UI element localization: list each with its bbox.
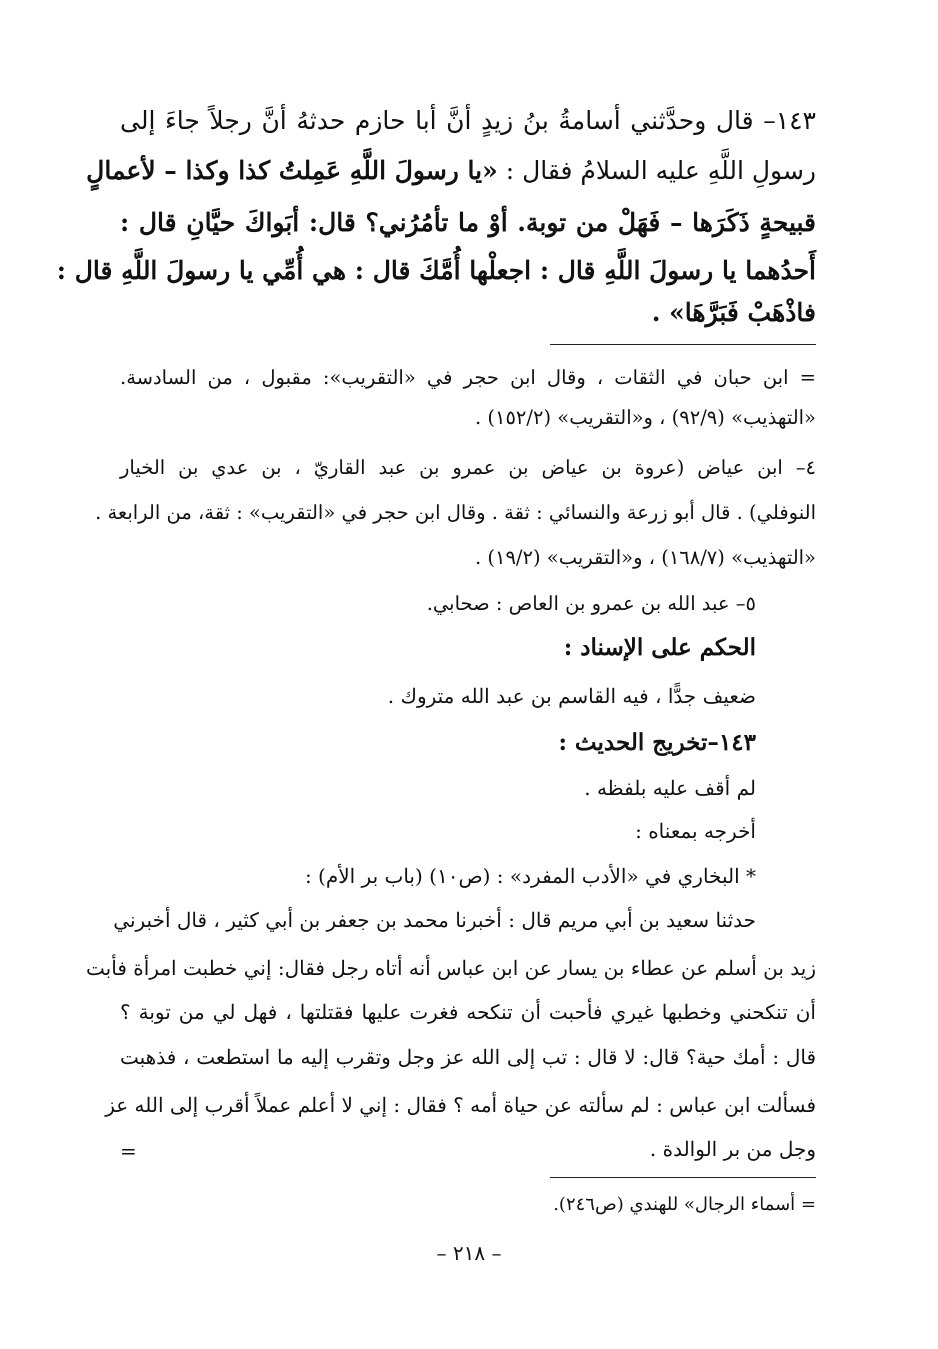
hadith-line-3 — [120, 210, 816, 235]
footnote-bottom: = أسماء الرجال» للهندي (ص٢٤٦). — [553, 1194, 816, 1215]
page-number: – ٢١٨ – — [436, 1241, 502, 1265]
ruling-heading: الحكم على الإسناد : — [563, 634, 756, 661]
footnote-line-6: ٥– عبد الله بن عمرو بن العاص : صحابي. — [426, 592, 756, 615]
hadith-line-5 — [652, 300, 816, 325]
footnote-separator-top — [550, 344, 816, 345]
hadith-line-4 — [56, 256, 816, 285]
footnote-line-1: = ابن حبان في الثقات ، وقال ابن حجر في «التقريب»: مقبول ، من السادسة. — [120, 366, 816, 389]
takhrij-line-6: أن تنكحني وخطبها غيري فأحبت أن تنكحه فغرت عليها فقتلتها ، فهل لي من توبة ؟ — [120, 1000, 816, 1024]
takhrij-line-3: * البخاري في «الأدب المفرد» : (ص١٠) (باب بر الأم) : — [304, 864, 756, 888]
hadith-line-2-normal: رسولِ اللَّهِ عليه السلامُ فقال : — [497, 156, 816, 185]
takhrij-heading: ١٤٣–تخريج الحديث : — [558, 729, 756, 756]
hadith-line-2 — [86, 156, 816, 185]
footnote-line-4: النوفلي) . قال أبو زرعة والنسائي : ثقة . وقال ابن حجر في «التقريب» : ثقة، من الرابعة . — [95, 501, 816, 524]
takhrij-line-5: زيد بن أسلم عن عطاء بن يسار عن ابن عباس أنه أتاه رجل فقال: إني خطبت امرأة فأبت — [86, 956, 816, 980]
ruling-text: ضعيف جدًّا ، فيه القاسم بن عبد الله متروك . — [387, 684, 756, 708]
hadith-line-4-text: أَحدُهما يا رسولَ اللَّهِ قال : اجعلْها أُمَّكَ قال : هي أُمِّي يا رسولَ اللَّهِ قال : — [56, 256, 816, 285]
hadith-line-3-text: قبيحةٍ ذَكَرَها – فَهَلْ من توبة. أوْ ما تأمُرُني؟ قال: أبَواكَ حيَّانِ قال : — [120, 208, 816, 237]
footnote-separator-bottom — [550, 1177, 816, 1178]
takhrij-line-7: قال : أمك حية؟ قال: لا قال : تب إلى الله عز وجل وتقرب إليه ما استطعت ، فذهبت — [120, 1045, 816, 1069]
footnote-line-2: «التهذيب» (٩٢/٩) ، و«التقريب» (١٥٢/٢) . — [474, 406, 816, 429]
continuation-mark: = — [120, 1139, 137, 1163]
footnote-line-5: «التهذيب» (١٦٨/٧) ، و«التقريب» (١٩/٢) . — [474, 546, 816, 569]
takhrij-line-8: فسألت ابن عباس : لم سألته عن حياة أمه ؟ فقال : إني لا أعلم عملاً أقرب إلى الله عز — [105, 1093, 816, 1117]
hadith-line-2-bold: «يا رسولَ اللَّهِ عَمِلتُ كذا وكذا – لأعمالٍ — [86, 156, 498, 185]
takhrij-line-1: لم أقف عليه بلفظه . — [584, 776, 756, 800]
takhrij-line-4: حدثنا سعيد بن أبي مريم قال : أخبرنا محمد بن جعفر بن أبي كثير ، قال أخبرني — [113, 908, 756, 932]
takhrij-line-9: وجل من بر الوالدة . — [649, 1137, 816, 1161]
takhrij-line-2: أخرجه بمعناه : — [635, 819, 756, 843]
footnote-line-3: ٤– ابن عياض (عروة بن عياض بن عمرو بن عبد القاريّ ، بن عدي بن الخيار — [120, 456, 816, 479]
hadith-line-1: ١٤٣– قال وحدَّثني أسامةُ بنُ زيدٍ أنَّ أبا حازم حدثهُ أنَّ رجلاً جاءَ إلى — [120, 106, 816, 135]
hadith-line-5-text: فاذْهَبْ فَبَرَّهَا» . — [651, 298, 816, 327]
